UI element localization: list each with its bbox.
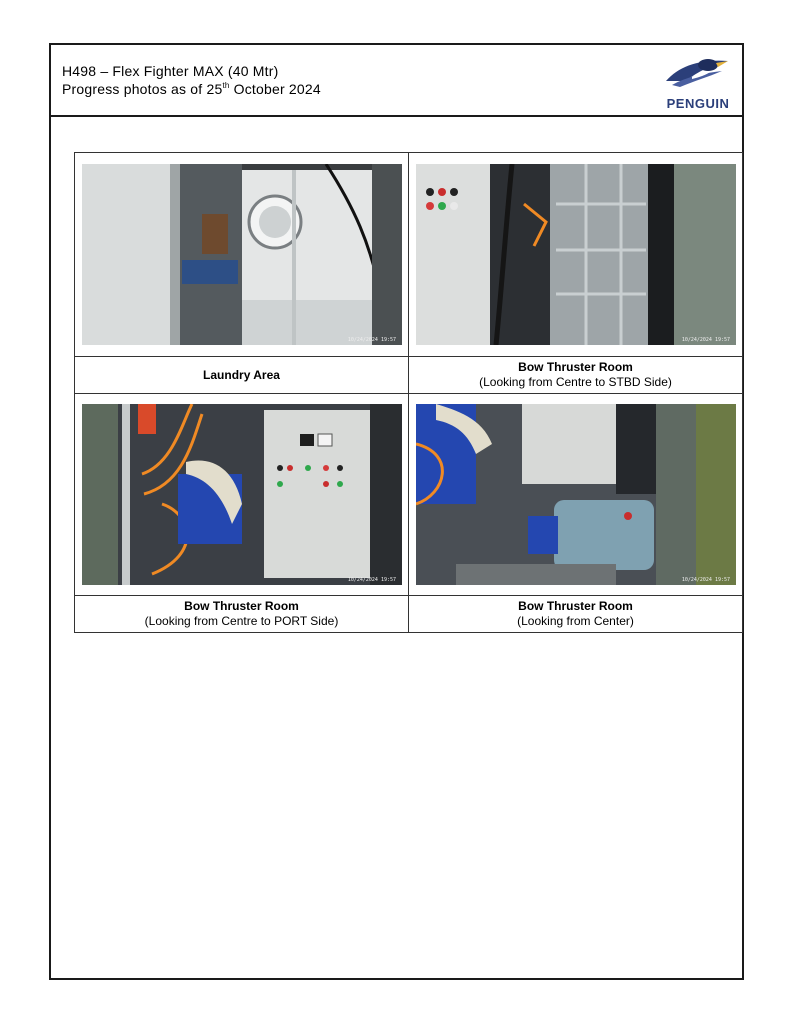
caption-subtitle: (Looking from Centre to STBD Side) [479, 375, 672, 389]
photo-cell [409, 153, 743, 357]
caption-row [75, 357, 743, 394]
document-title: H498 – Flex Fighter MAX (40 Mtr) [62, 63, 279, 79]
photo-row [75, 394, 743, 596]
caption-cell [409, 596, 743, 633]
caption-title: Bow Thruster Room [518, 360, 633, 374]
caption-title: Laundry Area [203, 367, 280, 382]
logo-wordmark: PENGUIN [666, 96, 730, 111]
photo-timestamp: 10/24/2024 19:57 [347, 337, 396, 343]
caption-cell [409, 357, 743, 394]
photo-cell [75, 153, 409, 357]
caption-title: Bow Thruster Room [184, 599, 299, 613]
photo-row [75, 153, 743, 357]
photo-timestamp: 10/24/2024 19:57 [681, 337, 730, 343]
bow-thruster-stbd-photo [416, 164, 736, 345]
photo-table [74, 152, 743, 633]
bow-thruster-port-photo [82, 404, 402, 585]
photo-cell [409, 394, 743, 596]
caption-subtitle: (Looking from Centre to PORT Side) [144, 614, 339, 628]
caption-subtitle: (Looking from Center) [517, 614, 634, 628]
photo-timestamp: 10/24/2024 19:57 [681, 577, 730, 583]
caption-cell [75, 596, 409, 633]
penguin-bird-icon [662, 51, 734, 95]
caption-row [75, 596, 743, 633]
penguin-logo [662, 51, 734, 111]
document-header [51, 45, 742, 117]
progress-date-line [62, 81, 321, 97]
date-superscript: th [222, 81, 230, 90]
photo-timestamp: 10/24/2024 19:57 [347, 577, 396, 583]
progress-prefix: Progress photos as of 25 [62, 81, 223, 97]
photo-cell [75, 394, 409, 596]
bow-thruster-center-photo [416, 404, 736, 585]
progress-suffix: October 2024 [229, 81, 321, 97]
laundry-area-photo [82, 164, 402, 345]
caption-cell [75, 357, 409, 394]
caption-title: Bow Thruster Room [518, 599, 633, 613]
